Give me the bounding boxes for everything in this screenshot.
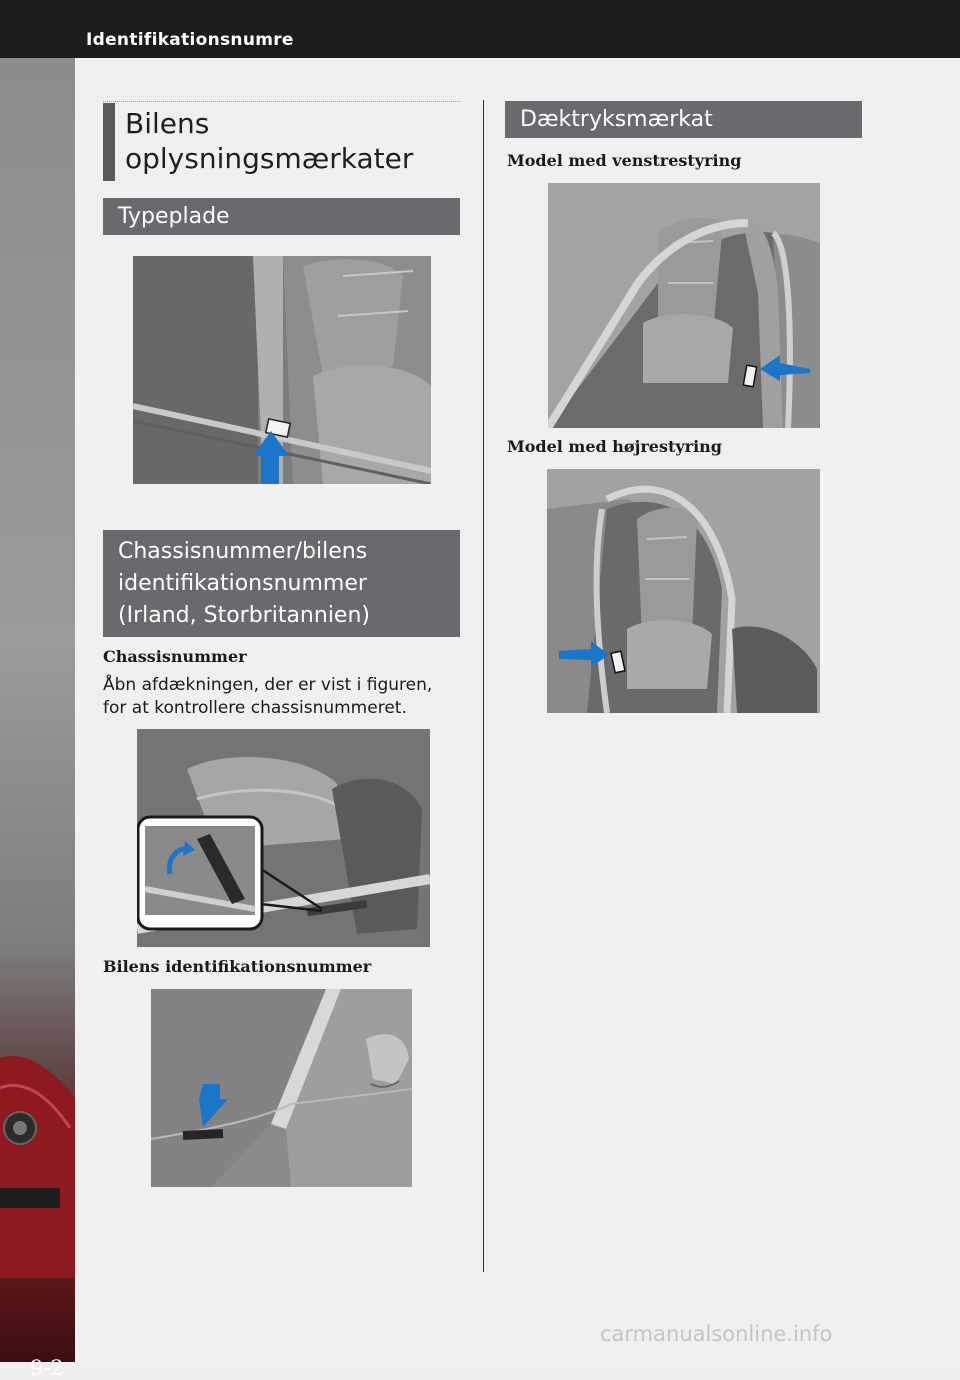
section-heading-line-2: oplysningsmærkater [125, 142, 414, 175]
side-strip [0, 58, 75, 1380]
vin-image [151, 989, 412, 1187]
vin-figure [151, 989, 412, 1187]
header-title: Identifikationsnumre [86, 30, 294, 50]
car-photo-icon [0, 1018, 75, 1278]
chassis-figure [137, 729, 430, 947]
lhd-label: Model med venstrestyring [507, 151, 742, 170]
column-divider [483, 100, 484, 1272]
watermark: carmanualsonline.info [600, 1322, 833, 1346]
rhd-image [547, 469, 820, 713]
type-plate-figure [133, 256, 431, 484]
page-number: 9-2 [30, 1356, 64, 1380]
chassis-heading-line-1: Chassisnummer/bilens [118, 539, 368, 564]
vin-label: Bilens identifikationsnummer [103, 957, 372, 976]
chassis-heading-line-3: (Irland, Storbritannien) [118, 603, 370, 628]
tire-label-heading [505, 101, 862, 138]
lhd-image [548, 183, 820, 428]
heading-accent-bar [103, 103, 115, 181]
tire-label-heading-text: Dæktryksmærkat [520, 107, 713, 132]
chassis-number-heading [103, 530, 460, 637]
rhd-label: Model med højrestyring [507, 437, 722, 456]
chassis-heading-line-2: identifikationsnummer [118, 571, 367, 596]
type-plate-heading-text: Typeplade [118, 204, 230, 229]
section-heading-line-1: Bilens [125, 107, 210, 140]
chassis-instruction-line-1: Åbn afdækningen, der er vist i figuren, [103, 675, 433, 695]
type-plate-heading [103, 198, 460, 235]
type-plate-image [133, 256, 431, 484]
chassis-instruction-line-2: for at kontrollere chassisnummeret. [103, 698, 407, 718]
section-heading [125, 106, 465, 176]
lhd-figure [548, 183, 820, 428]
chassis-instruction [103, 674, 463, 720]
chassis-image [137, 729, 430, 947]
heading-divider [103, 101, 460, 102]
chassis-label: Chassisnummer [103, 647, 247, 666]
rhd-figure [547, 469, 820, 713]
header-bar [0, 0, 960, 58]
